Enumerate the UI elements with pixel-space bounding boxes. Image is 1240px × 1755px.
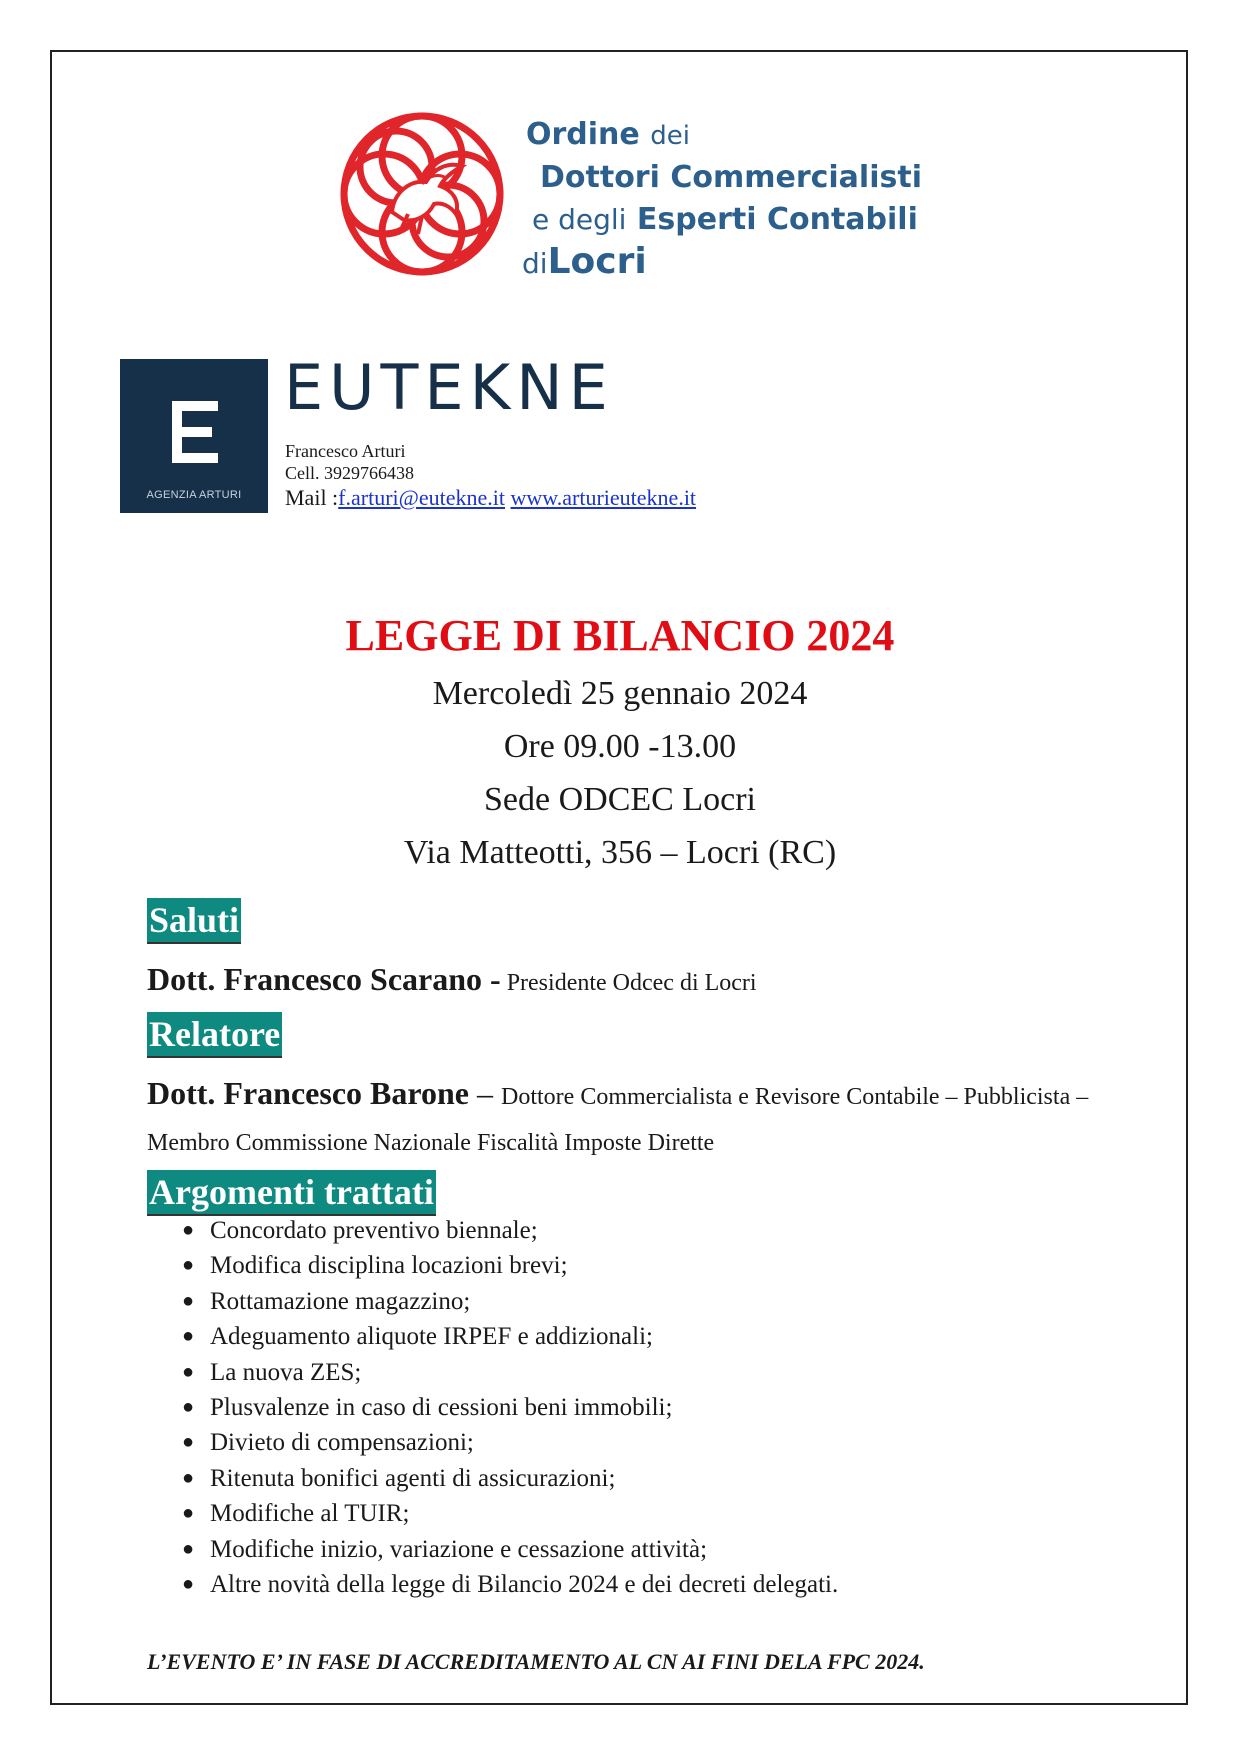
relatore-speaker-role: Dottore Commercialista e Revisore Contabile – Pubblicista – Membro Commissione Nazionale Fiscalità Imposte Dirette — [147, 1084, 1089, 1156]
saluti-speaker — [147, 956, 1127, 1006]
event-venue: Sede ODCEC Locri — [484, 781, 756, 818]
odcec-logo — [322, 104, 922, 284]
contact-cell: Cell. 3929766438 — [285, 463, 414, 483]
topic-text: Plusvalenze in caso di cessioni beni immobili; — [210, 1394, 673, 1422]
accreditation-note: L’EVENTO E’ IN FASE DI ACCREDITAMENTO AL CN AI FINI DELA FPC 2024. — [147, 1649, 925, 1674]
saluti-speaker-role: Presidente Odcec di Locri — [506, 970, 757, 996]
odcec-line3-b: Esperti Contabili — [636, 202, 918, 237]
section-saluti-heading: Saluti — [147, 898, 241, 944]
saluti-speaker-name: Dott. Francesco Scarano - — [147, 961, 501, 997]
section-relatore-heading: Relatore — [147, 1012, 282, 1058]
list-item — [182, 1319, 838, 1354]
list-item — [182, 1284, 838, 1319]
topic-text: Adeguamento aliquote IRPEF e addizionali; — [210, 1323, 653, 1351]
odcec-line1-a: Ordine — [526, 117, 640, 152]
bullet-icon: ● — [182, 1289, 195, 1312]
list-item — [182, 1496, 838, 1531]
event-date: Mercoledì 25 gennaio 2024 — [432, 675, 808, 712]
topic-list — [182, 1213, 838, 1602]
list-item — [182, 1213, 838, 1248]
eutekne-e-logo-icon — [164, 397, 224, 467]
relatore-dash: – — [469, 1075, 501, 1111]
list-item — [182, 1390, 838, 1425]
email-link[interactable]: f.arturi@eutekne.it — [338, 485, 506, 510]
odcec-line3-a: e degli — [532, 203, 627, 236]
topic-text: Modifiche inizio, variazione e cessazione attività; — [210, 1535, 708, 1563]
list-item — [182, 1567, 838, 1602]
event-time: Ore 09.00 -13.00 — [503, 728, 737, 765]
bullet-icon: ● — [182, 1502, 195, 1525]
pegasus-rings-logo-icon — [322, 104, 522, 284]
bullet-icon: ● — [182, 1254, 195, 1277]
eutekne-wordmark: EUTEKNE — [284, 351, 614, 424]
topic-text: Altre novità della legge di Bilancio 2024 e dei decreti delegati. — [210, 1571, 839, 1599]
event-address: Via Matteotti, 356 – Locri (RC) — [403, 834, 837, 871]
list-item — [182, 1355, 838, 1390]
bullet-icon: ● — [182, 1360, 195, 1383]
bullet-icon: ● — [182, 1325, 195, 1348]
topic-text: Divieto di compensazioni; — [210, 1429, 474, 1457]
bullet-icon: ● — [182, 1466, 195, 1489]
topic-text: Concordato preventivo biennale; — [210, 1217, 538, 1244]
event-title: LEGGE DI BILANCIO 2024 — [345, 611, 895, 660]
topic-text: Modifiche al TUIR; — [210, 1500, 410, 1528]
topic-text: Modifica disciplina locazioni brevi; — [210, 1252, 568, 1280]
section-argomenti-heading: Argomenti trattati — [147, 1170, 436, 1216]
list-item — [182, 1461, 838, 1496]
contact-name: Francesco Arturi — [285, 441, 406, 461]
list-item — [182, 1425, 838, 1460]
bullet-icon: ● — [182, 1537, 195, 1560]
odcec-line2: Dottori Commercialisti — [540, 160, 922, 195]
bullet-icon: ● — [182, 1396, 195, 1419]
website-link[interactable]: www.arturieutekne.it — [510, 485, 697, 510]
bullet-icon: ● — [182, 1219, 195, 1241]
mail-prefix: Mail : — [285, 485, 339, 510]
agency-label: AGENZIA ARTURI — [146, 489, 242, 501]
topic-text: La nuova ZES; — [210, 1358, 362, 1386]
odcec-line1-b: dei — [650, 121, 690, 151]
topic-text: Rottamazione magazzino; — [210, 1287, 471, 1315]
contact-mail-line — [285, 484, 696, 512]
list-item — [182, 1248, 838, 1283]
topic-text: Ritenuta bonifici agenti di assicurazioni; — [210, 1464, 616, 1492]
odcec-line4-a: di — [522, 247, 548, 280]
contact-block — [285, 440, 696, 512]
relatore-speaker-name: Dott. Francesco Barone — [147, 1075, 469, 1111]
list-item — [182, 1532, 838, 1567]
odcec-line4-b: Locri — [547, 241, 647, 282]
bullet-icon: ● — [182, 1431, 195, 1454]
relatore-speaker — [147, 1070, 1127, 1166]
odcec-name — [522, 114, 942, 285]
eutekne-logo-box — [120, 359, 268, 513]
bullet-icon: ● — [182, 1573, 195, 1596]
